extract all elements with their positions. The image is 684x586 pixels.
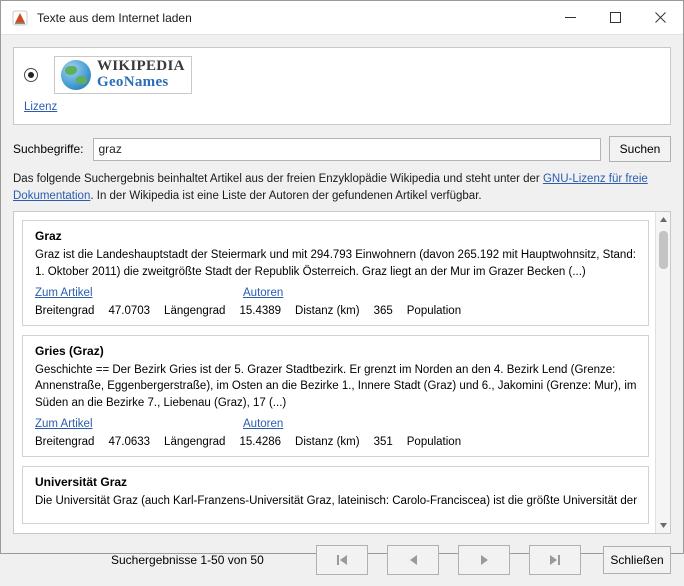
longitude-label: Längengrad [164,304,226,317]
source-option-row[interactable] [24,56,660,94]
logo-line-1: WIKIPEDIA [97,58,185,75]
wikipedia-geonames-logo [54,56,192,94]
result-item[interactable] [22,335,649,457]
latitude-label: Breitengrad [35,304,95,317]
distance-label: Distanz (km) [295,435,360,448]
results-list [14,212,655,533]
result-snippet: Graz ist die Landeshauptstadt der Steiermark und mit 294.793 Einwohnern (davon 265.192 mit Hauptwohnsitz, Stand: 1. Oktober 2011) die zweitgrößte Stadt der Republik Österreich. Graz liegt an der Mur im Grazer Becken (...) [35,249,636,279]
result-links [35,287,638,299]
pagination-controls [316,545,581,575]
latitude-label: Breitengrad [35,435,95,448]
result-links [35,418,638,430]
distance-label: Distanz (km) [295,304,360,317]
result-title: Universität Graz [35,474,128,489]
distance-value: 351 [373,435,393,448]
result-authors-link[interactable]: Autoren [243,417,284,430]
footer-bar [1,534,683,586]
results-scrollbar[interactable] [655,212,670,533]
result-metadata [35,436,638,448]
notice-part-1: Das folgende Suchergebnis beinhaltet Artikel aus der freien Enzyklopädie Wikipedia und steht unter der [13,173,543,185]
result-item[interactable] [22,466,649,525]
latitude-value: 47.0633 [108,435,151,448]
licence-link[interactable]: Lizenz [24,101,58,113]
scrollbar-thumb[interactable] [659,231,668,269]
result-title: Gries (Graz) [35,343,104,358]
longitude-value: 15.4389 [239,304,282,317]
result-snippet: Die Universität Graz (auch Karl-Franzens-Universität Graz, lateinisch: Carolo-Franciscea) ist die größte Universität der [35,494,638,507]
result-article-link[interactable]: Zum Artikel [35,417,93,430]
app-icon [12,10,28,26]
scroll-down-icon[interactable] [656,518,671,533]
distance-value: 365 [373,304,393,317]
close-window-button[interactable] [638,2,683,34]
latitude-value: 47.0703 [108,304,151,317]
result-title: Graz [35,229,62,244]
search-row [13,136,671,162]
search-label: Suchbegriffe: [13,142,84,156]
maximize-button[interactable] [593,2,638,34]
population-label: Population [406,435,462,448]
next-page-button[interactable] [458,545,510,575]
longitude-value: 15.4286 [239,435,282,448]
search-button[interactable]: Suchen [609,136,671,162]
source-selection-panel [13,47,671,125]
results-panel [13,211,671,534]
licence-notice [13,171,671,204]
result-metadata [35,305,638,317]
longitude-label: Längengrad [164,435,226,448]
gnu-licence-link[interactable]: GNU-Lizenz für freie Dokumentation [13,173,648,202]
close-dialog-button[interactable]: Schließen [603,546,671,574]
last-page-button[interactable] [529,545,581,575]
logo-line-2: GeoNames [97,74,169,90]
first-page-button[interactable] [316,545,368,575]
result-snippet: Geschichte == Der Bezirk Gries ist der 5. Grazer Stadtbezirk. Er grenzt im Norden an den 4. Bezirk Lend (Grenze: Annenstraße, Eggenbergerstraße), im Osten an die Bezirke 1., Innere Stadt (Graz) und 6., Jakomini (Grenze: Mur), im Süden an die Bezirke 7., Liebenau (Graz), 17 (...) [35,363,637,410]
scroll-up-icon[interactable] [656,212,671,227]
licence-link-row [24,101,660,113]
result-item[interactable] [22,220,649,325]
minimize-button[interactable] [548,2,593,34]
title-bar [1,1,683,35]
search-input[interactable] [93,138,602,161]
dialog-body [1,35,683,534]
wikipedia-geonames-radio[interactable] [24,68,38,82]
globe-icon [61,60,91,90]
notice-part-2: . In der Wikipedia ist eine Liste der Autoren der gefundenen Artikel verfügbar. [90,189,482,202]
population-label: Population [406,304,462,317]
window-title: Texte aus dem Internet laden [37,10,192,25]
scrollbar-track[interactable] [656,227,671,518]
previous-page-button[interactable] [387,545,439,575]
result-authors-link[interactable]: Autoren [243,286,284,299]
result-article-link[interactable]: Zum Artikel [35,286,93,299]
results-count-status: Suchergebnisse 1-50 von 50 [111,553,264,568]
